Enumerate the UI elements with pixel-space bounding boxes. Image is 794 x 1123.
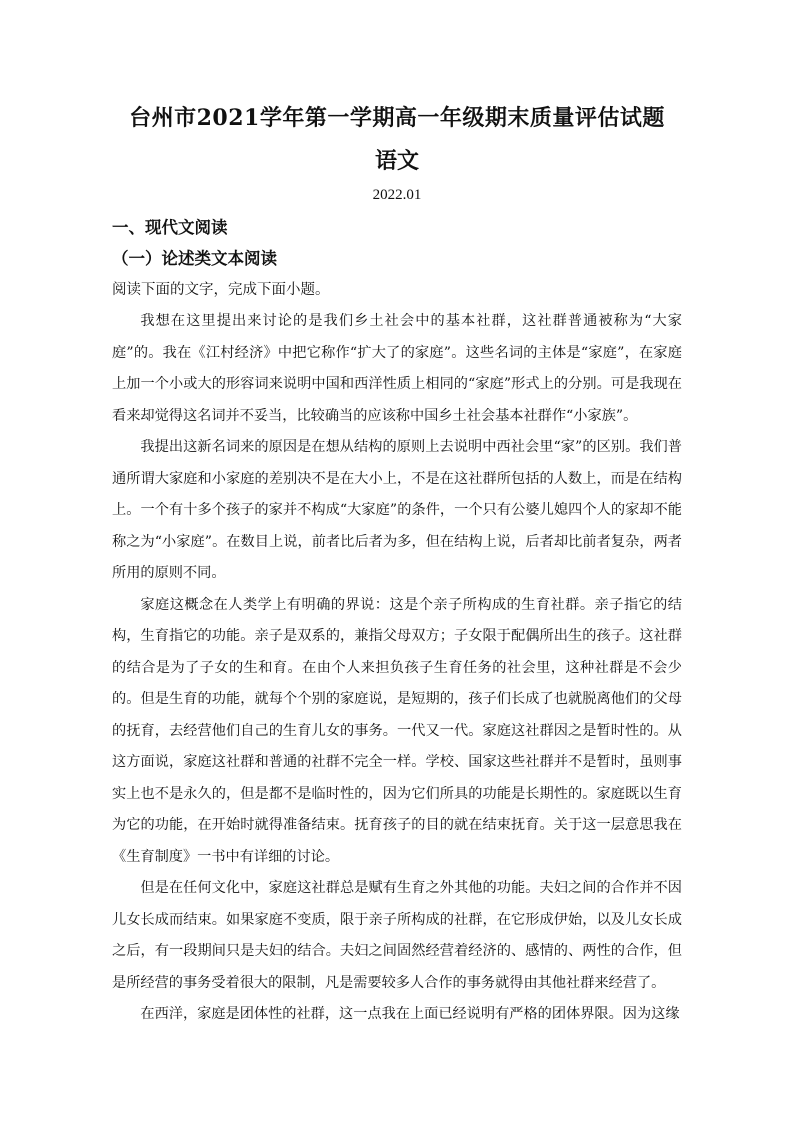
exam-title: 台州市2021学年第一学期高一年级期末质量评估试题 xyxy=(129,105,665,131)
exam-date: 2022.01 xyxy=(372,187,422,203)
section-heading: 一、现代文阅读 xyxy=(112,218,228,237)
subsection-heading: （一）论述类文本阅读 xyxy=(112,249,277,268)
passage-paragraph-1: 我想在这里提出来讨论的是我们乡土社会中的基本社群，这社群普通被称为“大家庭”的。我在《江村经济》中把它称作“扩大了的家庭”。这些名词的主体是“家庭”，在家庭上加一个小或大的形容词来说明中国和西洋性质上相同的“家庭”形式上的分别。可是我现在看来却觉得这名词并不妥当，比较确当的应该称中国乡土社会基本社群作“小家族”。 xyxy=(112,313,682,424)
reading-instruction: 阅读下面的文字，完成下面小题。 xyxy=(112,282,330,298)
passage-paragraph-4: 但是在任何文化中，家庭这社群总是赋有生育之外其他的功能。夫妇之间的合作并不因儿女长成而结束。如果家庭不变质，限于亲子所构成的社群，在它形成伊始，以及儿女长成之后，有一段期间只是夫妇的结合。夫妇之间固然经营着经济的、感情的、两性的合作，但是所经营的事务受着很大的限制，凡是需要较多人合作的事务就得由其他社群来经营了。 xyxy=(112,880,682,991)
passage-paragraph-5: 在西洋，家庭是团体性的社群，这一点我在上面已经说明有严格的团体界限。因为这缘 xyxy=(140,1006,680,1022)
exam-subject: 语文 xyxy=(374,148,419,174)
passage-body xyxy=(112,306,682,1031)
passage-paragraph-3: 家庭这概念在人类学上有明确的界说：这是个亲子所构成的生育社群。亲子指它的结构，生育指它的功能。亲子是双系的，兼指父母双方；子女限于配偶所出生的孩子。这社群的结合是为了子女的生和育。在由个人来担负孩子生育任务的社会里，这种社群是不会少的。但是生育的功能，就每个个别的家庭说，是短期的，孩子们长成了也就脱离他们的父母的抚育，去经营他们自己的生育儿女的事务。一代又一代。家庭这社群因之是暂时性的。从这方面说，家庭这社群和普通的社群不完全一样。学校、国家这些社群并不是暂时，虽则事实上也不是永久的，但是都不是临时性的，因为它们所具的功能是长期性的。家庭既以生育为它的功能，在开始时就得准备结束。抚育孩子的目的就在结束抚育。关于这一层意思我在《生育制度》一书中有详细的讨论。 xyxy=(112,596,682,865)
passage-paragraph-2: 我提出这新名词来的原因是在想从结构的原则上去说明中西社会里“家”的区别。我们普通所谓大家庭和小家庭的差别决不是在大小上，不是在这社群所包括的人数上，而是在结构上。一个有十多个孩子的家并不构成“大家庭”的条件，一个只有公婆儿媳四个人的家却不能称之为“小家庭”。在数目上说，前者比后者为多，但在结构上说，后者却比前者复杂，两者所用的原则不同。 xyxy=(112,439,682,581)
